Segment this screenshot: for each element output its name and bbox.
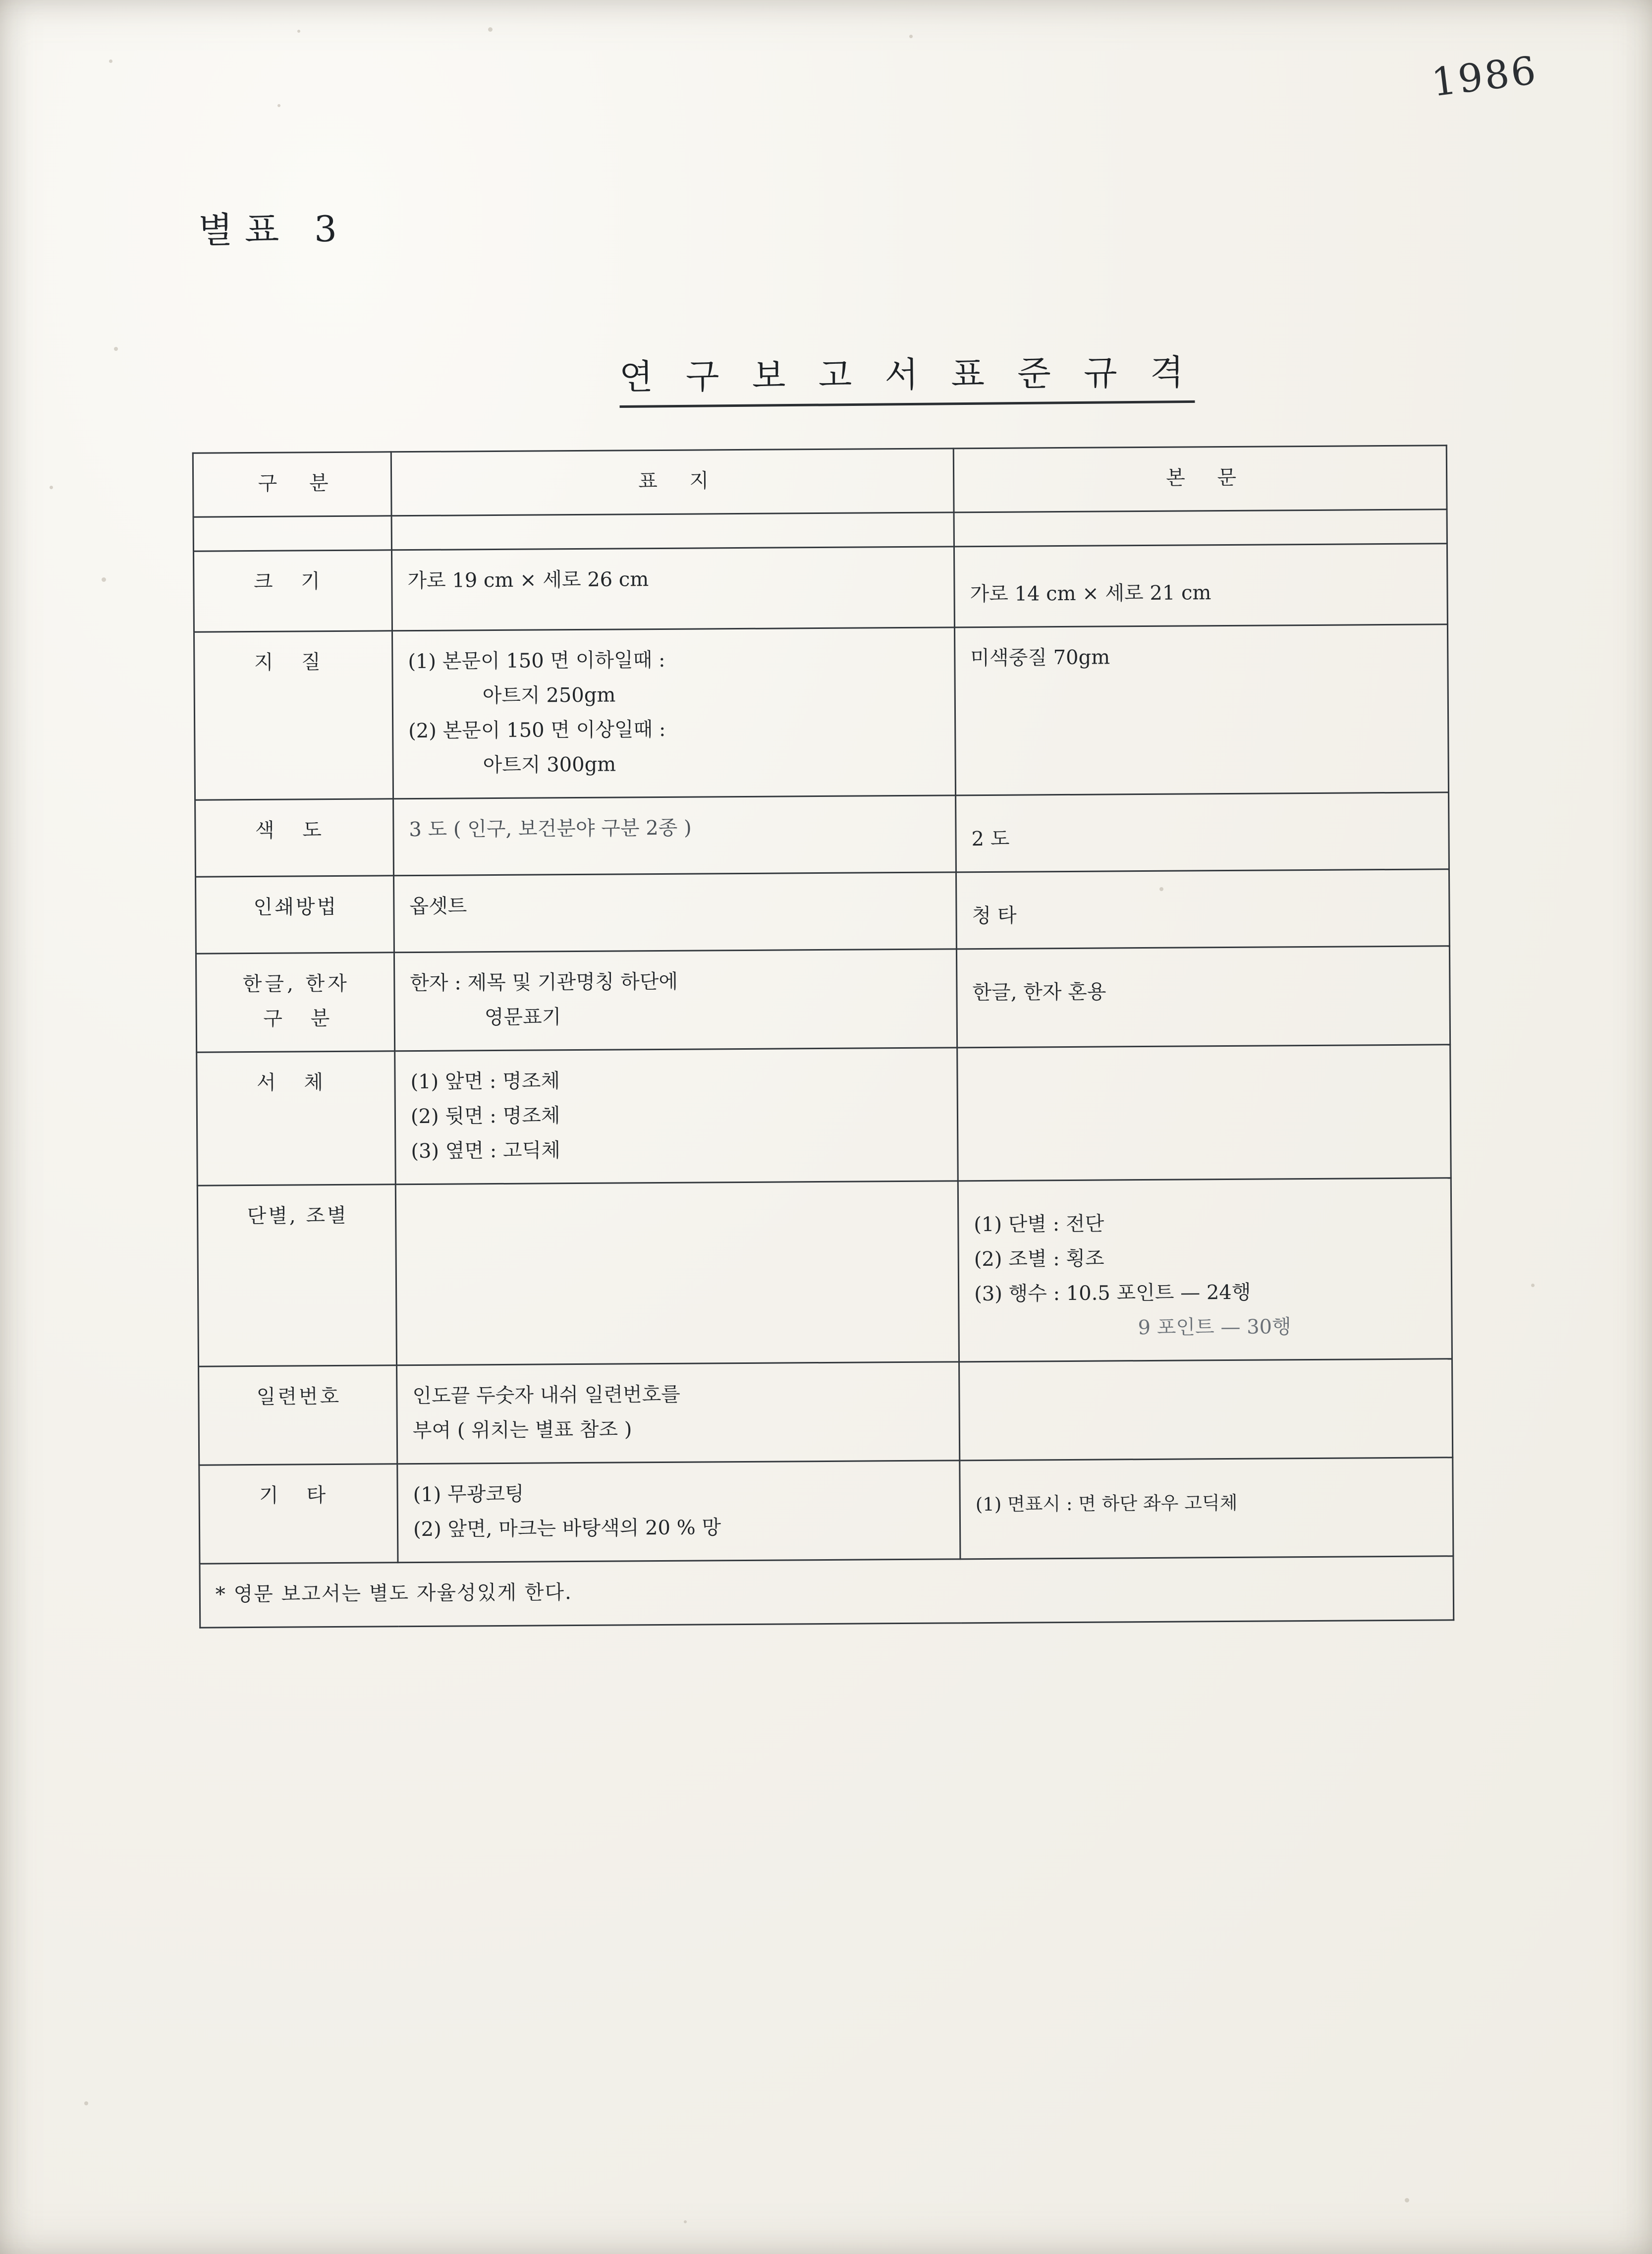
scan-speck xyxy=(1405,2198,1409,2202)
row-category: 크 기 xyxy=(193,550,392,632)
table-row xyxy=(194,624,1448,800)
row-body-spec: (1) 면표시 : 면 하단 좌우 고딕체 xyxy=(960,1458,1453,1559)
column-header-category: 구 분 xyxy=(193,452,391,517)
row-body-spec: (1) 단별 : 전단 (2) 조별 : 횡조 (3) 행수 : 10.5 포인트 — 24행 9 포인트 — 30행 xyxy=(958,1178,1452,1362)
row-category: 색 도 xyxy=(195,799,394,877)
row-category: 일련번호 xyxy=(199,1365,397,1465)
table-header-row xyxy=(193,446,1447,517)
table-note-row xyxy=(200,1556,1454,1628)
scan-speck xyxy=(109,59,112,63)
row-body-spec: 청 타 xyxy=(956,869,1449,949)
scan-speck xyxy=(1531,1284,1535,1287)
row-category: 서 체 xyxy=(197,1051,396,1185)
spec-table-container xyxy=(192,445,1453,1628)
table-row xyxy=(199,1458,1453,1564)
row-cover-spec: 3 도 ( 인구, 보건분야 구분 2종 ) xyxy=(393,795,956,876)
scan-speck xyxy=(297,30,300,33)
rule-cell xyxy=(193,516,391,551)
scan-speck xyxy=(102,577,106,582)
row-cover-spec xyxy=(395,1181,959,1365)
scan-speck xyxy=(909,35,913,38)
year-annotation: 1986 xyxy=(1429,48,1541,106)
row-category: 한글, 한자 구 분 xyxy=(196,953,394,1052)
row-cover-spec: 인도끝 두숫자 내쉬 일련번호를 부여 ( 위치는 별표 참조 ) xyxy=(397,1362,960,1464)
row-cover-spec: 가로 19 cm × 세로 26 cm xyxy=(391,547,954,631)
row-cover-spec: 한자 : 제목 및 기관명칭 하단에 영문표기 xyxy=(394,949,957,1051)
row-category: 단별, 조별 xyxy=(197,1184,396,1366)
row-body-spec: 미색중질 70gm xyxy=(954,624,1448,795)
scan-speck xyxy=(277,104,280,107)
table-row xyxy=(196,946,1450,1052)
row-cover-spec: (1) 본문이 150 면 이하일때 : 아트지 250gm (2) 본문이 150 면 이상일때 : 아트지 300gm xyxy=(392,627,955,799)
row-body-spec: 가로 14 cm × 세로 21 cm xyxy=(954,544,1447,627)
row-body-spec: 2 도 xyxy=(956,792,1449,872)
table-row xyxy=(195,792,1449,877)
column-header-body: 본 문 xyxy=(953,446,1447,512)
appendix-label: 별표 3 xyxy=(198,208,349,251)
scan-speck xyxy=(84,2101,88,2105)
table-row xyxy=(199,1359,1453,1465)
row-category: 기 타 xyxy=(199,1464,398,1564)
table-row xyxy=(193,544,1447,632)
row-cover-spec: 옵셋트 xyxy=(394,872,957,953)
row-category: 인쇄방법 xyxy=(196,876,394,954)
row-category: 지 질 xyxy=(194,631,393,800)
page-title-text: 연 구 보 고 서 표 준 규 격 xyxy=(619,344,1195,408)
row-body-spec xyxy=(957,1045,1451,1181)
table-row xyxy=(196,869,1450,954)
rule-cell xyxy=(954,509,1447,547)
row-cover-spec: (1) 앞면 : 명조체 (2) 뒷면 : 명조체 (3) 옆면 : 고딕체 xyxy=(395,1048,958,1184)
table-row xyxy=(197,1045,1451,1185)
row-cover-spec: (1) 무광코팅 (2) 앞면, 마크는 바탕색의 20 % 망 xyxy=(397,1461,960,1563)
spec-table xyxy=(192,445,1454,1628)
scan-speck xyxy=(488,27,493,32)
column-header-cover: 표 지 xyxy=(391,449,954,516)
page-title xyxy=(619,344,1195,408)
row-body-spec xyxy=(959,1359,1453,1461)
scan-speck xyxy=(684,2220,687,2223)
scan-speck xyxy=(114,347,118,351)
table-row xyxy=(197,1178,1452,1366)
rule-cell xyxy=(391,512,954,550)
table-note: * 영문 보고서는 별도 자율성있게 한다. xyxy=(200,1556,1454,1628)
scan-speck xyxy=(50,486,53,489)
row-body-spec: 한글, 한자 혼용 xyxy=(956,946,1450,1048)
